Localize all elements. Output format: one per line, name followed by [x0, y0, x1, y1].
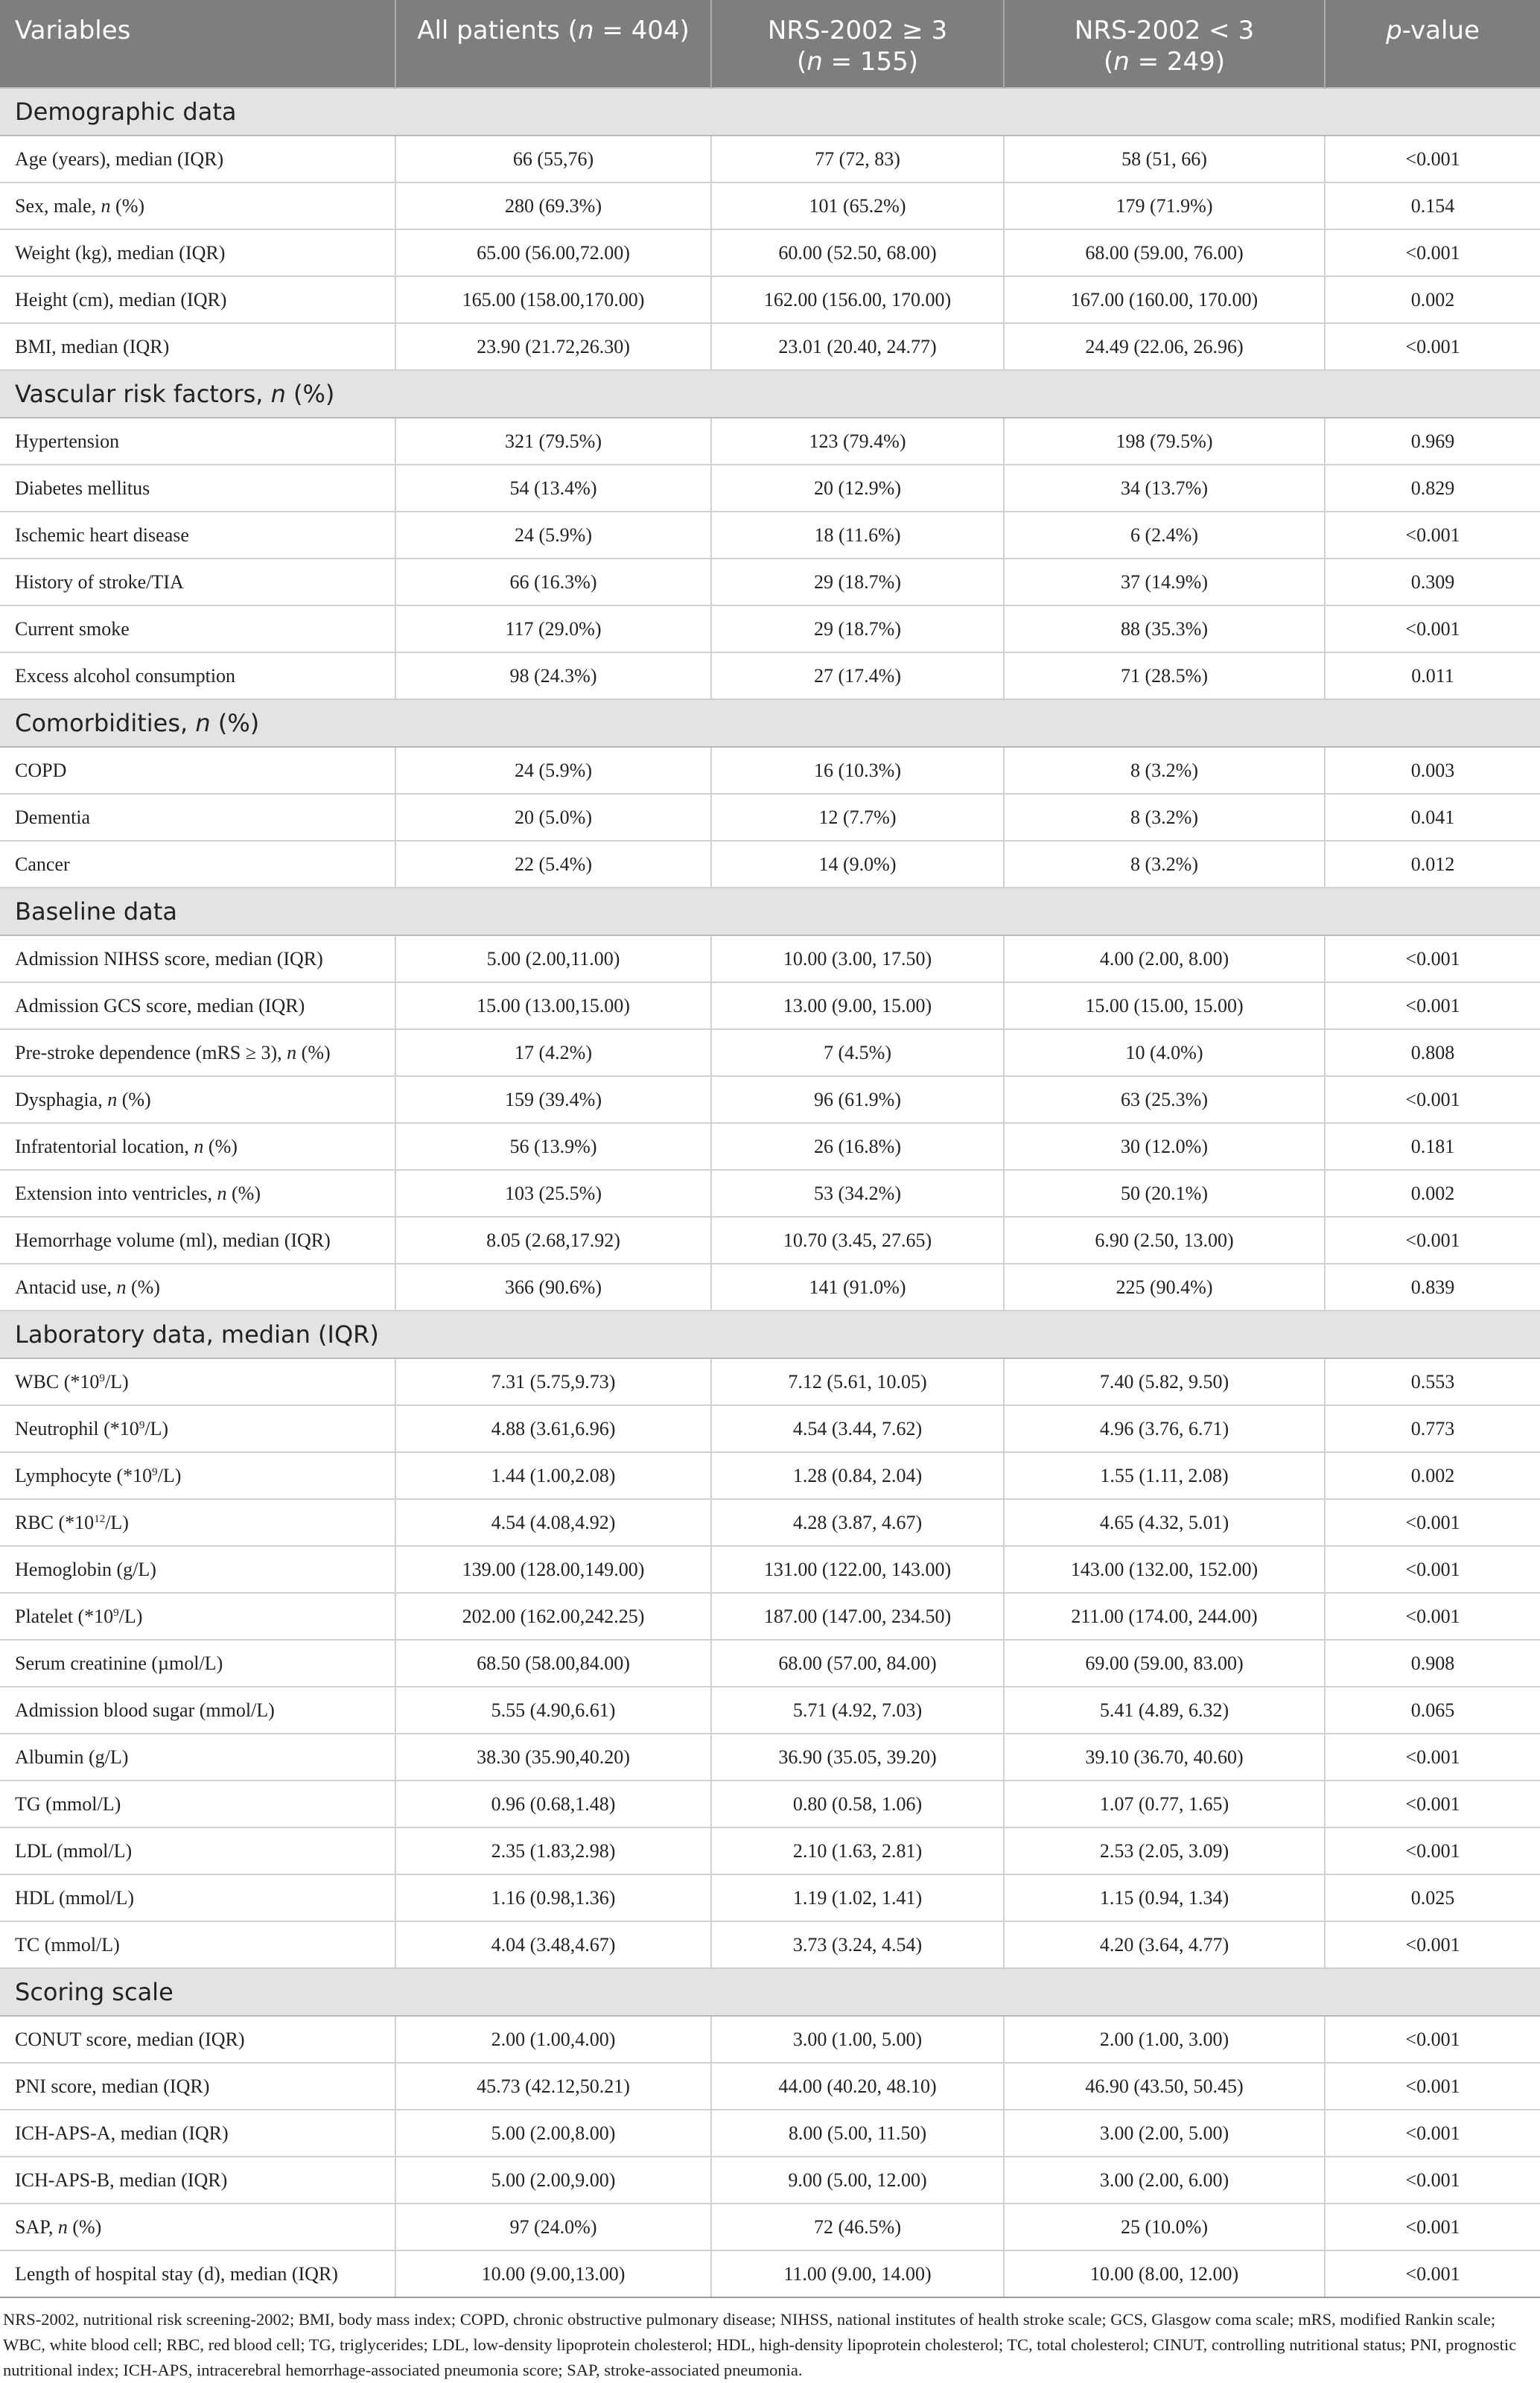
cell-nrs-low: 4.65 (4.32, 5.01) — [1004, 1499, 1325, 1546]
cell-variable: Hemoglobin (g/L) — [0, 1546, 395, 1593]
cell-p-value: 0.829 — [1325, 465, 1540, 512]
cell-p-value: <0.001 — [1325, 1734, 1540, 1781]
table-row — [0, 2110, 1540, 2157]
cell-variable: Serum creatinine (µmol/L) — [0, 1640, 395, 1687]
header-variables: Variables — [0, 0, 395, 88]
cell-nrs-high: 3.73 (3.24, 4.54) — [711, 1921, 1004, 1968]
cell-variable: ICH-APS-A, median (IQR) — [0, 2110, 395, 2157]
cell-nrs-high: 18 (11.6%) — [711, 512, 1004, 559]
cell-p-value: <0.001 — [1325, 1781, 1540, 1827]
section-header-row — [0, 1968, 1540, 2016]
cell-nrs-low: 69.00 (59.00, 83.00) — [1004, 1640, 1325, 1687]
cell-nrs-high: 53 (34.2%) — [711, 1170, 1004, 1217]
cell-p-value: <0.001 — [1325, 1593, 1540, 1640]
cell-all-patients: 10.00 (9.00,13.00) — [395, 2250, 711, 2297]
cell-nrs-low: 4.20 (3.64, 4.77) — [1004, 1921, 1325, 1968]
cell-nrs-high: 60.00 (52.50, 68.00) — [711, 229, 1004, 276]
table-row — [0, 1874, 1540, 1921]
cell-variable: Ischemic heart disease — [0, 512, 395, 559]
section-title: Comorbidities, n (%) — [0, 699, 1540, 747]
cell-variable: History of stroke/TIA — [0, 559, 395, 605]
cell-nrs-high: 44.00 (40.20, 48.10) — [711, 2063, 1004, 2110]
cell-all-patients: 321 (79.5%) — [395, 418, 711, 465]
cell-p-value: 0.011 — [1325, 652, 1540, 699]
table-row — [0, 418, 1540, 465]
cell-p-value: <0.001 — [1325, 2250, 1540, 2297]
cell-p-value: 0.025 — [1325, 1874, 1540, 1921]
cell-all-patients: 15.00 (13.00,15.00) — [395, 982, 711, 1029]
header-all-patients: All patients (n = 404) — [395, 0, 711, 88]
cell-nrs-high: 7 (4.5%) — [711, 1029, 1004, 1076]
cell-nrs-high: 3.00 (1.00, 5.00) — [711, 2016, 1004, 2063]
cell-nrs-high: 29 (18.7%) — [711, 605, 1004, 652]
cell-variable: Extension into ventricles, n (%) — [0, 1170, 395, 1217]
table-row — [0, 1827, 1540, 1874]
cell-nrs-low: 37 (14.9%) — [1004, 559, 1325, 605]
cell-p-value: 0.808 — [1325, 1029, 1540, 1076]
cell-nrs-high: 27 (17.4%) — [711, 652, 1004, 699]
cell-all-patients: 103 (25.5%) — [395, 1170, 711, 1217]
cell-nrs-high: 187.00 (147.00, 234.50) — [711, 1593, 1004, 1640]
table-row — [0, 559, 1540, 605]
cell-nrs-high: 8.00 (5.00, 11.50) — [711, 2110, 1004, 2157]
cell-nrs-high: 29 (18.7%) — [711, 559, 1004, 605]
cell-all-patients: 45.73 (42.12,50.21) — [395, 2063, 711, 2110]
header-nrs-low-label: NRS-2002 < 3 — [1074, 16, 1255, 45]
cell-p-value: <0.001 — [1325, 1217, 1540, 1264]
table-row — [0, 605, 1540, 652]
cell-p-value: <0.001 — [1325, 512, 1540, 559]
table-row — [0, 935, 1540, 982]
cell-nrs-high: 72 (46.5%) — [711, 2204, 1004, 2250]
cell-variable: Excess alcohol consumption — [0, 652, 395, 699]
cell-nrs-high: 131.00 (122.00, 143.00) — [711, 1546, 1004, 1593]
table-row — [0, 2016, 1540, 2063]
cell-nrs-low: 1.15 (0.94, 1.34) — [1004, 1874, 1325, 1921]
cell-nrs-low: 167.00 (160.00, 170.00) — [1004, 276, 1325, 323]
table-row — [0, 1499, 1540, 1546]
cell-all-patients: 68.50 (58.00,84.00) — [395, 1640, 711, 1687]
cell-all-patients: 38.30 (35.90,40.20) — [395, 1734, 711, 1781]
cell-all-patients: 280 (69.3%) — [395, 182, 711, 229]
cell-nrs-high: 26 (16.8%) — [711, 1123, 1004, 1170]
table-row — [0, 747, 1540, 794]
header-nrs-high-group — [711, 0, 1004, 88]
table-header-row — [0, 0, 1540, 88]
cell-nrs-low: 7.40 (5.82, 9.50) — [1004, 1358, 1325, 1405]
cell-all-patients: 17 (4.2%) — [395, 1029, 711, 1076]
cell-all-patients: 366 (90.6%) — [395, 1264, 711, 1311]
cell-nrs-low: 3.00 (2.00, 5.00) — [1004, 2110, 1325, 2157]
section-header-row — [0, 88, 1540, 136]
cell-nrs-high: 10.70 (3.45, 27.65) — [711, 1217, 1004, 1264]
table-row — [0, 2063, 1540, 2110]
table-row — [0, 1781, 1540, 1827]
cell-p-value: <0.001 — [1325, 2110, 1540, 2157]
cell-variable: Pre-stroke dependence (mRS ≥ 3), n (%) — [0, 1029, 395, 1076]
section-header-row — [0, 699, 1540, 747]
cell-nrs-low: 4.00 (2.00, 8.00) — [1004, 935, 1325, 982]
cell-all-patients: 56 (13.9%) — [395, 1123, 711, 1170]
table-row — [0, 1123, 1540, 1170]
cell-nrs-high: 20 (12.9%) — [711, 465, 1004, 512]
cell-nrs-high: 96 (61.9%) — [711, 1076, 1004, 1123]
cell-all-patients: 202.00 (162.00,242.25) — [395, 1593, 711, 1640]
cell-nrs-low: 63 (25.3%) — [1004, 1076, 1325, 1123]
cell-nrs-low: 2.00 (1.00, 3.00) — [1004, 2016, 1325, 2063]
table-row — [0, 652, 1540, 699]
cell-nrs-low: 1.55 (1.11, 2.08) — [1004, 1452, 1325, 1499]
cell-nrs-low: 8 (3.2%) — [1004, 747, 1325, 794]
cell-p-value: 0.002 — [1325, 1452, 1540, 1499]
cell-nrs-low: 30 (12.0%) — [1004, 1123, 1325, 1170]
cell-p-value: 0.041 — [1325, 794, 1540, 841]
cell-all-patients: 23.90 (21.72,26.30) — [395, 323, 711, 370]
cell-nrs-high: 4.28 (3.87, 4.67) — [711, 1499, 1004, 1546]
table-row — [0, 1734, 1540, 1781]
table-row — [0, 276, 1540, 323]
cell-p-value: 0.154 — [1325, 182, 1540, 229]
cell-all-patients: 1.16 (0.98,1.36) — [395, 1874, 711, 1921]
cell-nrs-high: 14 (9.0%) — [711, 841, 1004, 888]
cell-nrs-low: 5.41 (4.89, 6.32) — [1004, 1687, 1325, 1734]
cell-variable: Admission blood sugar (mmol/L) — [0, 1687, 395, 1734]
cell-p-value: <0.001 — [1325, 1499, 1540, 1546]
cell-variable: Height (cm), median (IQR) — [0, 276, 395, 323]
table-row — [0, 1546, 1540, 1593]
table-row — [0, 323, 1540, 370]
table-row — [0, 2250, 1540, 2297]
cell-variable: Admission GCS score, median (IQR) — [0, 982, 395, 1029]
cell-nrs-low: 1.07 (0.77, 1.65) — [1004, 1781, 1325, 1827]
cell-nrs-high: 101 (65.2%) — [711, 182, 1004, 229]
cell-all-patients: 5.55 (4.90,6.61) — [395, 1687, 711, 1734]
cell-nrs-low: 225 (90.4%) — [1004, 1264, 1325, 1311]
cell-variable: RBC $(*10^{12}/L)$ — [0, 1499, 395, 1546]
table-row — [0, 1593, 1540, 1640]
cell-nrs-low: 8 (3.2%) — [1004, 841, 1325, 888]
table-row — [0, 1358, 1540, 1405]
section-header-row — [0, 370, 1540, 418]
cell-variable: Current smoke — [0, 605, 395, 652]
cell-variable: LDL (mmol/L) — [0, 1827, 395, 1874]
cell-nrs-low: 15.00 (15.00, 15.00) — [1004, 982, 1325, 1029]
header-p-value: p-value — [1325, 0, 1540, 88]
cell-all-patients: 117 (29.0%) — [395, 605, 711, 652]
cell-p-value: <0.001 — [1325, 1827, 1540, 1874]
cell-nrs-high: 1.28 (0.84, 2.04) — [711, 1452, 1004, 1499]
cell-nrs-high: 11.00 (9.00, 14.00) — [711, 2250, 1004, 2297]
cell-all-patients: 24 (5.9%) — [395, 747, 711, 794]
cell-all-patients: 65.00 (56.00,72.00) — [395, 229, 711, 276]
section-title: Baseline data — [0, 888, 1540, 935]
table-row — [0, 1217, 1540, 1264]
cell-variable: Diabetes mellitus — [0, 465, 395, 512]
cell-p-value: <0.001 — [1325, 2204, 1540, 2250]
cell-variable: Length of hospital stay (d), median (IQR) — [0, 2250, 395, 2297]
table-row — [0, 182, 1540, 229]
cell-all-patients: 4.04 (3.48,4.67) — [395, 1921, 711, 1968]
cell-p-value: <0.001 — [1325, 605, 1540, 652]
table-row — [0, 465, 1540, 512]
cell-nrs-high: 141 (91.0%) — [711, 1264, 1004, 1311]
cell-p-value: 0.181 — [1325, 1123, 1540, 1170]
cell-nrs-low: 6.90 (2.50, 13.00) — [1004, 1217, 1325, 1264]
cell-p-value: <0.001 — [1325, 1921, 1540, 1968]
cell-p-value: <0.001 — [1325, 229, 1540, 276]
cell-variable: Lymphocyte $(*10^9/L)$ — [0, 1452, 395, 1499]
section-header-row — [0, 1311, 1540, 1358]
cell-all-patients: 2.35 (1.83,2.98) — [395, 1827, 711, 1874]
cell-variable: Neutrophil $(*10^9/L)$ — [0, 1405, 395, 1452]
cell-nrs-low: 68.00 (59.00, 76.00) — [1004, 229, 1325, 276]
cell-nrs-high: 123 (79.4%) — [711, 418, 1004, 465]
cell-variable: ICH-APS-B, median (IQR) — [0, 2157, 395, 2204]
cell-nrs-high: 16 (10.3%) — [711, 747, 1004, 794]
cell-p-value: 0.065 — [1325, 1687, 1540, 1734]
cell-variable: Platelet $(*10^9/L)$ — [0, 1593, 395, 1640]
table-row — [0, 1640, 1540, 1687]
cell-p-value: 0.309 — [1325, 559, 1540, 605]
section-header-row — [0, 888, 1540, 935]
header-nrs-low-group — [1004, 0, 1325, 88]
cell-nrs-high: 68.00 (57.00, 84.00) — [711, 1640, 1004, 1687]
table-row — [0, 794, 1540, 841]
cell-nrs-low: 46.90 (43.50, 50.45) — [1004, 2063, 1325, 2110]
cell-all-patients: 165.00 (158.00,170.00) — [395, 276, 711, 323]
table-footnote: NRS-2002, nutritional risk screening-2002; BMI, body mass index; COPD, chronic obstructive pulmonary disease; NIHSS, national institutes of health stroke scale; GCS, Glasgow coma scale; mRS, modified Rankin scale; WBC, white blood cell; RBC, red blood cell; TG, triglycerides; LDL, low-density lipoprotein cholesterol; HDL, high-density lipoprotein cholesterol; TC, total cholesterol; CINUT, controlling nutritional status; PNI, prognostic nutritional index; ICH-APS, intracerebral hemorrhage-associated pneumonia score; SAP, stroke-associated pneumonia. — [3, 2310, 1517, 2379]
cell-nrs-low: 6 (2.4%) — [1004, 512, 1325, 559]
table-row — [0, 1029, 1540, 1076]
cell-nrs-high: 13.00 (9.00, 15.00) — [711, 982, 1004, 1029]
table-row — [0, 1687, 1540, 1734]
cell-all-patients: 4.54 (4.08,4.92) — [395, 1499, 711, 1546]
cell-nrs-high: 0.80 (0.58, 1.06) — [711, 1781, 1004, 1827]
cell-all-patients: 0.96 (0.68,1.48) — [395, 1781, 711, 1827]
cell-variable: Infratentorial location, n (%) — [0, 1123, 395, 1170]
table-row — [0, 1076, 1540, 1123]
cell-all-patients: 22 (5.4%) — [395, 841, 711, 888]
cell-nrs-high: 77 (72, 83) — [711, 136, 1004, 182]
cell-nrs-high: 5.71 (4.92, 7.03) — [711, 1687, 1004, 1734]
cell-nrs-low: 3.00 (2.00, 6.00) — [1004, 2157, 1325, 2204]
header-nrs-low-count: (n = 249) — [1103, 47, 1226, 77]
table-row — [0, 2157, 1540, 2204]
cell-variable: TG (mmol/L) — [0, 1781, 395, 1827]
cell-nrs-low: 34 (13.7%) — [1004, 465, 1325, 512]
cell-nrs-high: 1.19 (1.02, 1.41) — [711, 1874, 1004, 1921]
cell-all-patients: 66 (16.3%) — [395, 559, 711, 605]
cell-all-patients: 139.00 (128.00,149.00) — [395, 1546, 711, 1593]
cell-all-patients: 54 (13.4%) — [395, 465, 711, 512]
table-row — [0, 512, 1540, 559]
cell-p-value: <0.001 — [1325, 982, 1540, 1029]
section-title: Scoring scale — [0, 1968, 1540, 2016]
cell-p-value: 0.002 — [1325, 1170, 1540, 1217]
cell-p-value: <0.001 — [1325, 136, 1540, 182]
cell-p-value: 0.003 — [1325, 747, 1540, 794]
cell-all-patients: 5.00 (2.00,8.00) — [395, 2110, 711, 2157]
cell-nrs-low: 211.00 (174.00, 244.00) — [1004, 1593, 1325, 1640]
cell-nrs-low: 198 (79.5%) — [1004, 418, 1325, 465]
section-title: Vascular risk factors, n (%) — [0, 370, 1540, 418]
cell-p-value: <0.001 — [1325, 1076, 1540, 1123]
cell-variable: BMI, median (IQR) — [0, 323, 395, 370]
table-row — [0, 229, 1540, 276]
cell-variable: Hypertension — [0, 418, 395, 465]
table-row — [0, 1452, 1540, 1499]
cell-p-value: 0.002 — [1325, 276, 1540, 323]
cell-variable: HDL (mmol/L) — [0, 1874, 395, 1921]
cell-p-value: 0.773 — [1325, 1405, 1540, 1452]
section-title: Laboratory data, median (IQR) — [0, 1311, 1540, 1358]
cell-p-value: 0.553 — [1325, 1358, 1540, 1405]
table-body — [0, 88, 1540, 2297]
cell-variable: PNI score, median (IQR) — [0, 2063, 395, 2110]
cell-nrs-low: 143.00 (132.00, 152.00) — [1004, 1546, 1325, 1593]
cell-nrs-low: 58 (51, 66) — [1004, 136, 1325, 182]
cell-nrs-low: 39.10 (36.70, 40.60) — [1004, 1734, 1325, 1781]
table-row — [0, 1264, 1540, 1311]
cell-nrs-low: 10.00 (8.00, 12.00) — [1004, 2250, 1325, 2297]
cell-variable: Dementia — [0, 794, 395, 841]
cell-all-patients: 24 (5.9%) — [395, 512, 711, 559]
cell-nrs-high: 9.00 (5.00, 12.00) — [711, 2157, 1004, 2204]
table-row — [0, 1405, 1540, 1452]
header-nrs-high-count: (n = 155) — [796, 47, 919, 77]
cell-nrs-high: 36.90 (35.05, 39.20) — [711, 1734, 1004, 1781]
cell-variable: SAP, n (%) — [0, 2204, 395, 2250]
cell-p-value: 0.012 — [1325, 841, 1540, 888]
cell-nrs-low: 10 (4.0%) — [1004, 1029, 1325, 1076]
cell-all-patients: 4.88 (3.61,6.96) — [395, 1405, 711, 1452]
cell-variable: TC (mmol/L) — [0, 1921, 395, 1968]
cell-nrs-low: 50 (20.1%) — [1004, 1170, 1325, 1217]
cell-nrs-low: 71 (28.5%) — [1004, 652, 1325, 699]
table-row — [0, 2204, 1540, 2250]
cell-nrs-high: 162.00 (156.00, 170.00) — [711, 276, 1004, 323]
cell-all-patients: 5.00 (2.00,9.00) — [395, 2157, 711, 2204]
cell-nrs-high: 4.54 (3.44, 7.62) — [711, 1405, 1004, 1452]
cell-nrs-low: 25 (10.0%) — [1004, 2204, 1325, 2250]
cell-variable: Antacid use, n (%) — [0, 1264, 395, 1311]
cell-p-value: 0.908 — [1325, 1640, 1540, 1687]
table-row — [0, 1170, 1540, 1217]
cell-p-value: 0.839 — [1325, 1264, 1540, 1311]
cell-variable: Cancer — [0, 841, 395, 888]
cell-nrs-low: 179 (71.9%) — [1004, 182, 1325, 229]
cell-variable: Admission NIHSS score, median (IQR) — [0, 935, 395, 982]
cell-p-value: <0.001 — [1325, 323, 1540, 370]
cell-nrs-high: 2.10 (1.63, 2.81) — [711, 1827, 1004, 1874]
cell-variable: Age (years), median (IQR) — [0, 136, 395, 182]
table-row — [0, 982, 1540, 1029]
cell-all-patients: 2.00 (1.00,4.00) — [395, 2016, 711, 2063]
cell-all-patients: 20 (5.0%) — [395, 794, 711, 841]
cell-all-patients: 97 (24.0%) — [395, 2204, 711, 2250]
cell-p-value: <0.001 — [1325, 2016, 1540, 2063]
cell-variable: Hemorrhage volume (ml), median (IQR) — [0, 1217, 395, 1264]
cell-all-patients: 66 (55,76) — [395, 136, 711, 182]
cell-all-patients: 159 (39.4%) — [395, 1076, 711, 1123]
cell-nrs-high: 7.12 (5.61, 10.05) — [711, 1358, 1004, 1405]
cell-p-value: <0.001 — [1325, 2157, 1540, 2204]
cell-all-patients: 98 (24.3%) — [395, 652, 711, 699]
cell-nrs-high: 12 (7.7%) — [711, 794, 1004, 841]
cell-all-patients: 1.44 (1.00,2.08) — [395, 1452, 711, 1499]
table-row — [0, 1921, 1540, 1968]
cell-all-patients: 8.05 (2.68,17.92) — [395, 1217, 711, 1264]
cell-all-patients: 7.31 (5.75,9.73) — [395, 1358, 711, 1405]
cell-nrs-low: 24.49 (22.06, 26.96) — [1004, 323, 1325, 370]
cell-variable: COPD — [0, 747, 395, 794]
cell-variable: CONUT score, median (IQR) — [0, 2016, 395, 2063]
cell-p-value: <0.001 — [1325, 2063, 1540, 2110]
table-row — [0, 136, 1540, 182]
cell-variable: WBC $(*10^9/L)$ — [0, 1358, 395, 1405]
cell-nrs-low: 2.53 (2.05, 3.09) — [1004, 1827, 1325, 1874]
cell-all-patients: 5.00 (2.00,11.00) — [395, 935, 711, 982]
cell-p-value: <0.001 — [1325, 1546, 1540, 1593]
section-title: Demographic data — [0, 88, 1540, 136]
cell-nrs-low: 8 (3.2%) — [1004, 794, 1325, 841]
cell-variable: Albumin (g/L) — [0, 1734, 395, 1781]
cell-nrs-high: 10.00 (3.00, 17.50) — [711, 935, 1004, 982]
cell-variable: Dysphagia, n (%) — [0, 1076, 395, 1123]
cell-nrs-high: 23.01 (20.40, 24.77) — [711, 323, 1004, 370]
cell-nrs-low: 4.96 (3.76, 6.71) — [1004, 1405, 1325, 1452]
cell-nrs-low: 88 (35.3%) — [1004, 605, 1325, 652]
header-nrs-high-label: NRS-2002 ≥ 3 — [767, 16, 948, 45]
cell-p-value: 0.969 — [1325, 418, 1540, 465]
cell-variable: Sex, male, n (%) — [0, 182, 395, 229]
cell-variable: Weight (kg), median (IQR) — [0, 229, 395, 276]
table-row — [0, 841, 1540, 888]
cell-p-value: <0.001 — [1325, 935, 1540, 982]
